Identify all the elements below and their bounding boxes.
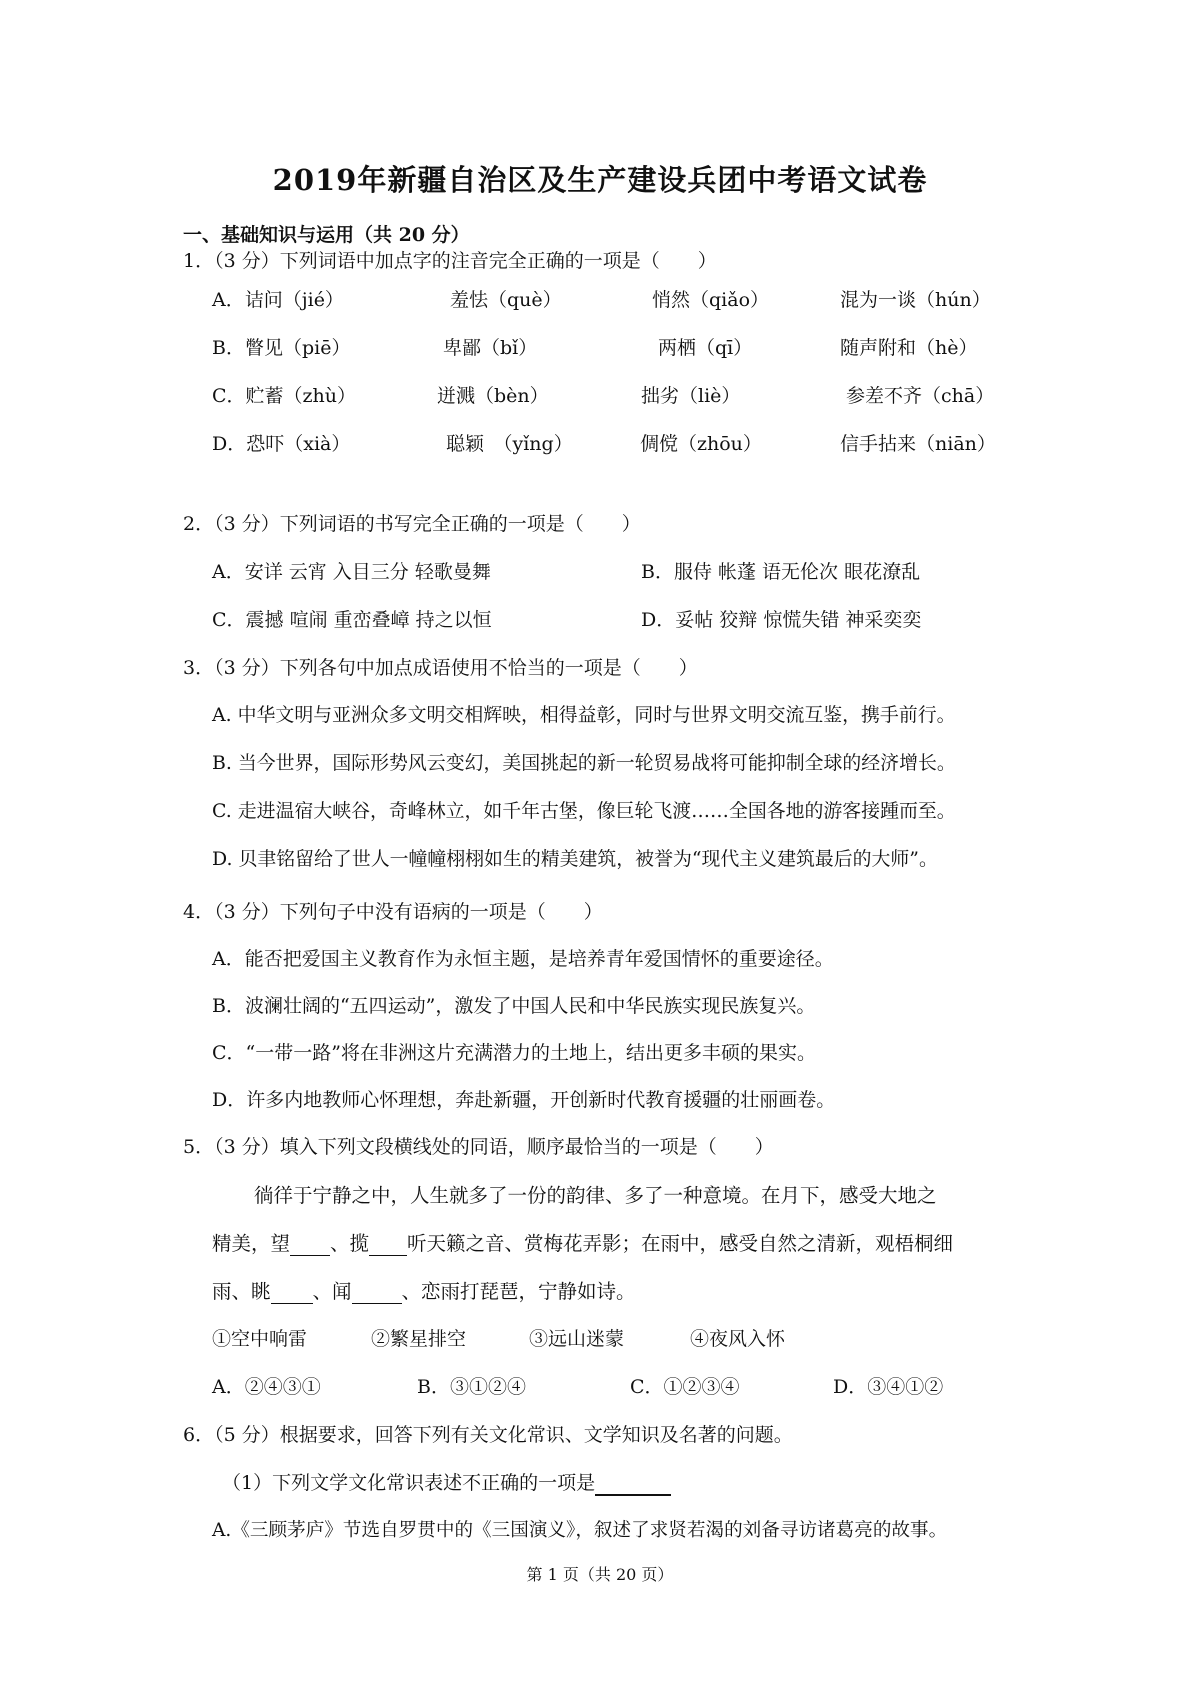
q1-option-b2: 卑鄙（bǐ）: [443, 337, 538, 359]
q1-option-b4: 随声附和（hè）: [840, 337, 978, 359]
q5-text: 、恋雨打琵琶，宁静如诗。: [401, 1280, 636, 1303]
fill-blank[interactable]: [352, 1280, 402, 1304]
q2-option-c: C．震撼 喧闹 重峦叠嶂 持之以恒: [212, 609, 492, 631]
question-3-stem: 3．（3 分）下列各句中加点成语使用不恰当的一项是（ ）: [183, 657, 698, 679]
q4-option-c: C．“一带一路”将在非洲这片充满潜力的土地上，结出更多丰硕的果实。: [212, 1042, 816, 1064]
section-heading: 一、基础知识与运用（共 20 分）: [183, 224, 470, 246]
q5-passage-line-1: 徜徉于宁静之中，人生就多了一份的韵律、多了一种意境。在月下，感受大地之: [254, 1184, 937, 1207]
q5-text: 、闻: [312, 1280, 352, 1303]
q1-option-c4: 参差不齐（chā）: [846, 385, 995, 407]
q3-option-b: B. 当今世界，国际形势风云变幻，美国挑起的新一轮贸易战将可能抑制全球的经济增长。: [212, 752, 956, 774]
q5-item-2: ②繁星排空: [371, 1328, 467, 1350]
q6-sub-question-1: [222, 1468, 671, 1496]
fill-blank[interactable]: [271, 1280, 313, 1304]
question-2-stem: 2．（3 分）下列词语的书写完全正确的一项是（ ）: [183, 513, 641, 535]
q5-item-3: ③远山迷蒙: [529, 1328, 625, 1350]
question-6-stem: 6．（5 分）根据要求，回答下列有关文化常识、文学知识及名著的问题。: [183, 1424, 793, 1446]
page-title: 2019年新疆自治区及生产建设兵团中考语文试卷: [272, 163, 928, 197]
q1-option-d1: D．恐吓（xià）: [212, 433, 351, 455]
q1-option-d2: 聪颖 （yǐng）: [446, 433, 573, 455]
q3-option-d: D. 贝聿铭留给了世人一幢幢栩栩如生的精美建筑，被誉为“现代主义建筑最后的大师”。: [212, 848, 938, 870]
q4-option-d: D．许多内地教师心怀理想，奔赴新疆，开创新时代教育援疆的壮丽画卷。: [212, 1089, 836, 1111]
q1-option-b3: 两栖（qī）: [658, 337, 753, 359]
q1-option-c3: 拙劣（liè）: [641, 385, 741, 407]
q1-option-a2: 羞怯（què）: [450, 289, 562, 311]
fill-blank[interactable]: [369, 1232, 407, 1256]
page-footer: 第 1 页（共 20 页）: [526, 1565, 674, 1584]
q2-option-a: A．安详 云宵 入目三分 轻歌曼舞: [212, 561, 491, 583]
question-5-stem: 5．（3 分）填入下列文段横线处的同语，顺序最恰当的一项是（ ）: [183, 1136, 774, 1158]
fill-blank[interactable]: [290, 1232, 330, 1256]
q2-option-d: D．妥帖 狡辩 惊慌失错 神采奕奕: [641, 609, 922, 631]
q5-text: 雨、眺: [212, 1280, 271, 1303]
q3-option-c: C. 走进温宿大峡谷，奇峰林立，如千年古堡，像巨轮飞渡……全国各地的游客接踵而至。: [212, 800, 956, 822]
q5-choice-d: D．③④①②: [833, 1376, 944, 1398]
q5-choice-c: C．①②③④: [630, 1376, 740, 1398]
q1-option-b1: B．瞥见（piē）: [212, 337, 351, 359]
q5-passage-line-3: [212, 1276, 636, 1304]
q4-option-b: B．波澜壮阔的“五四运动”，激发了中国人民和中华民族实现民族复兴。: [212, 995, 816, 1017]
q1-option-a1: A．诘问（jié）: [212, 289, 344, 311]
q3-option-a: A. 中华文明与亚洲众多文明交相辉映，相得益彰，同时与世界文明交流互鉴，携手前行。: [212, 704, 956, 726]
q2-option-b: B．服侍 帐蓬 语无伦次 眼花潦乱: [641, 561, 921, 583]
q5-text: 听天籁之音、赏梅花弄影；在雨中，感受自然之清新，观梧桐细: [407, 1232, 954, 1255]
q6-sub-text: （1）下列文学文化常识表述不正确的一项是: [222, 1472, 596, 1494]
q1-option-c2: 迸溅（bèn）: [437, 385, 549, 407]
q5-choice-b: B．③①②④: [417, 1376, 526, 1398]
q1-option-c1: C．贮蓄（zhù）: [212, 385, 357, 407]
q1-option-d4: 信手拈来（niān）: [840, 433, 996, 455]
q1-option-a3: 悄然（qiǎo）: [652, 289, 770, 311]
q5-item-4: ④夜风入怀: [690, 1328, 786, 1350]
q4-option-a: A．能否把爱国主义教育作为永恒主题，是培养青年爱国情怀的重要途径。: [212, 948, 834, 970]
q1-option-a4: 混为一谈（hún）: [840, 289, 991, 311]
answer-blank[interactable]: [595, 1472, 671, 1496]
q5-passage-line-2: [212, 1228, 953, 1256]
q6-option-a: A.《三顾茅庐》节选自罗贯中的《三国演义》，叙述了求贤若渴的刘备寻访诸葛亮的故事。: [212, 1520, 948, 1541]
q5-text: 精美，望: [212, 1232, 291, 1255]
question-4-stem: 4．（3 分）下列句子中没有语病的一项是（ ）: [183, 901, 603, 923]
question-1-stem: 1．（3 分）下列词语中加点字的注音完全正确的一项是（ ）: [183, 250, 717, 272]
q1-option-d3: 倜傥（zhōu）: [640, 433, 762, 455]
q5-item-1: ①空中响雷: [212, 1328, 308, 1350]
q5-choice-a: A．②④③①: [212, 1376, 321, 1398]
q5-text: 、揽: [330, 1232, 370, 1255]
